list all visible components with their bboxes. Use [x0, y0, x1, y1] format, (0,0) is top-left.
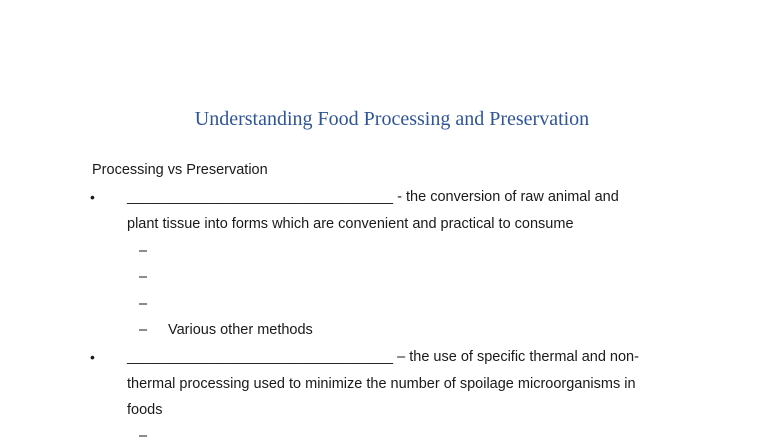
bullet1-subitem-4: Various other methods: [168, 322, 313, 338]
bullet-point: •: [90, 349, 95, 365]
bullet2-line1: _________________________________ – the use of specific thermal and non-: [127, 349, 639, 365]
document-title: Understanding Food Processing and Preservation: [194, 108, 590, 130]
bullet2-line2: thermal processing used to minimize the number of spoilage microorganisms in: [127, 376, 636, 392]
dash-marker: –: [139, 322, 148, 338]
bullet1-line2: plant tissue into forms which are convenient and practical to consume: [127, 216, 574, 232]
bullet1-line1: _________________________________ - the conversion of raw animal and: [127, 189, 619, 205]
dash-marker: –: [139, 269, 148, 285]
dash-marker: –: [139, 243, 148, 259]
bullet2-line3: foods: [127, 402, 163, 418]
dash-marker: –: [139, 296, 148, 312]
dash-marker: –: [139, 428, 148, 444]
bullet-point: •: [90, 189, 95, 205]
section-heading: Processing vs Preservation: [92, 162, 268, 178]
